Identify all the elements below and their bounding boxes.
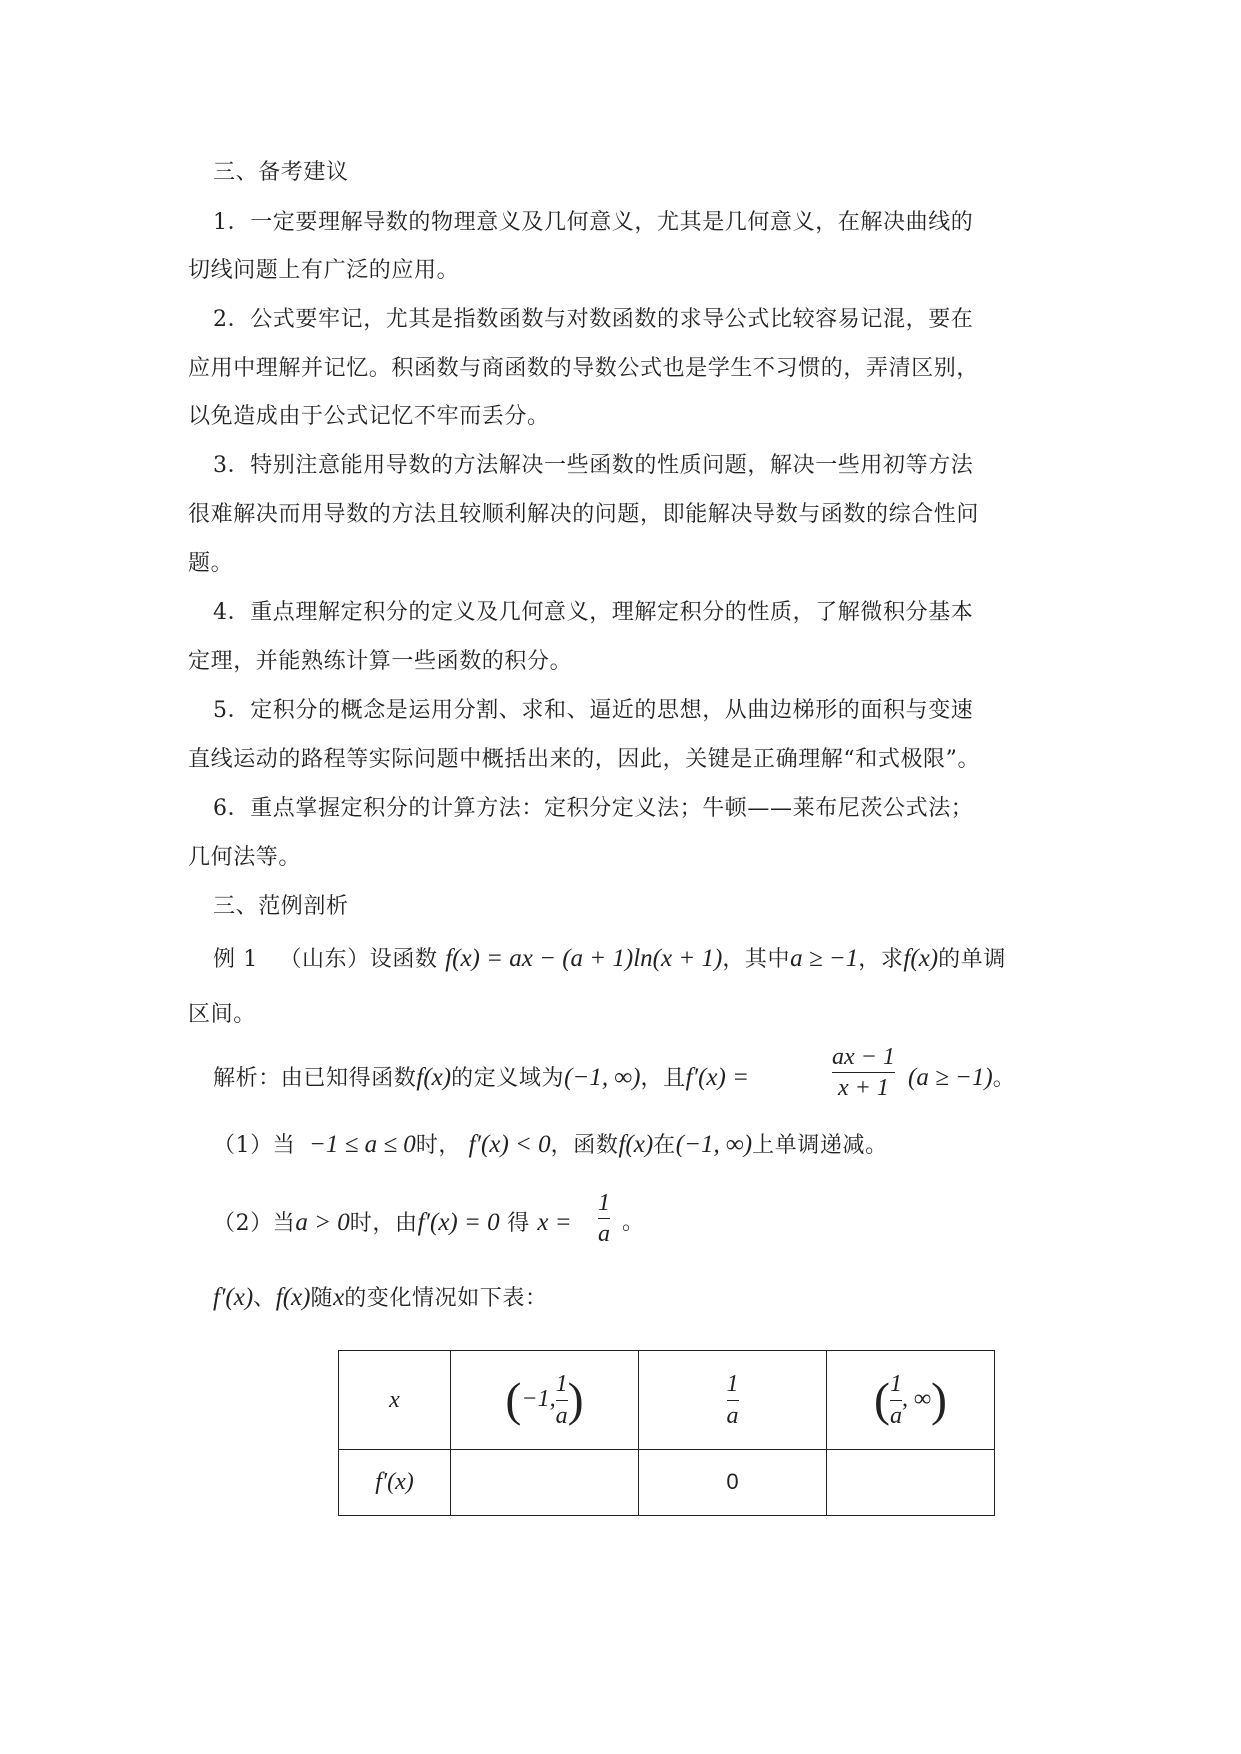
fraction-bar xyxy=(598,1218,610,1219)
caption-fx: f(x) xyxy=(275,1284,311,1311)
point-fraction xyxy=(727,1371,739,1430)
solution-derivative-condition xyxy=(908,1063,1015,1094)
case-2-denominator: a xyxy=(598,1221,610,1247)
caption-fprime: f′(x) xyxy=(213,1284,254,1311)
row-fprime-c3 xyxy=(827,1450,995,1516)
case-1-on: 在 xyxy=(653,1133,676,1158)
table-caption xyxy=(213,1283,548,1314)
row-fprime-c2-cell xyxy=(639,1450,827,1516)
caption-text-2: 的变化情况如下表： xyxy=(344,1286,548,1311)
derivative-numerator: ax − 1 xyxy=(832,1044,895,1070)
case-2-label: （2）当 xyxy=(213,1211,296,1236)
interval-1-fraction xyxy=(556,1371,568,1430)
section-title-prep-advice: 三、备考建议 xyxy=(213,160,349,185)
case-1-text: ，函数 xyxy=(550,1133,619,1158)
interval-1-left: −1, xyxy=(521,1385,556,1412)
case-1-inequality: f′(x) < 0 xyxy=(468,1131,551,1158)
point-denominator: a xyxy=(726,1402,739,1429)
paren-left: ( xyxy=(873,1373,890,1426)
case-2-x: x = xyxy=(537,1209,572,1236)
row-fprime-label-cell xyxy=(339,1450,451,1516)
interval-2-right: , ∞ xyxy=(901,1385,932,1412)
case-2-numerator: 1 xyxy=(598,1190,610,1216)
row-fprime-c1 xyxy=(451,1450,639,1516)
interval-1-denominator: a xyxy=(555,1402,568,1429)
case-1-interval: (−1, ∞) xyxy=(675,1131,753,1158)
case-2-line xyxy=(213,1208,572,1239)
caption-x: x xyxy=(333,1284,345,1311)
example-label: 例 1 xyxy=(213,947,258,972)
paren-right: ) xyxy=(567,1373,584,1426)
interval-2-numerator: 1 xyxy=(889,1370,902,1397)
interval-2-fraction xyxy=(890,1371,902,1430)
tip-1-line-2: 切线问题上有广泛的应用。 xyxy=(188,258,460,283)
interval-2-denominator: a xyxy=(889,1402,902,1429)
example-tail-text: ，求 xyxy=(858,947,904,972)
case-1-condition: −1 ≤ a ≤ 0 xyxy=(309,1131,416,1158)
row-fprime-c2: 0 xyxy=(726,1469,739,1494)
tip-5-line-2: 直线运动的路程等实际问题中概括出来的，因此，关键是正确理解“和式极限”。 xyxy=(188,747,981,772)
solution-intro: 解析：由已知得函数 xyxy=(213,1066,417,1091)
solution-end: 。 xyxy=(992,1066,1016,1091)
fraction-bar xyxy=(556,1400,568,1401)
case-2-get: 得 xyxy=(507,1211,530,1236)
paren-right: ) xyxy=(931,1373,948,1426)
derivative-condition: (a ≥ −1) xyxy=(908,1064,993,1091)
example-1-statement-line-2: 区间。 xyxy=(188,1002,256,1027)
header-interval-2-cell xyxy=(827,1351,995,1450)
caption-sep: 、 xyxy=(253,1286,276,1311)
header-interval-1-cell xyxy=(451,1351,639,1450)
case-1-when: 时， xyxy=(415,1133,462,1158)
solution-derivative-fraction xyxy=(832,1044,895,1101)
fraction-bar xyxy=(832,1072,895,1073)
tip-2-line-3: 以免造成由于公式记忆不牢而丢分。 xyxy=(188,404,550,429)
tip-3-line-3: 题。 xyxy=(188,551,234,576)
example-condition: a ≥ −1 xyxy=(790,945,859,972)
header-point-cell xyxy=(639,1351,827,1450)
caption-text-1: 随 xyxy=(310,1286,334,1311)
tip-4-line-2: 定理，并能熟练计算一些函数的积分。 xyxy=(188,649,573,674)
solution-fx: f(x) xyxy=(416,1064,452,1091)
derivative-denominator: x + 1 xyxy=(838,1075,889,1101)
tip-5-line-1: 5．定积分的概念是运用分割、求和、逼近的思想，从曲边梯形的面积与变速 xyxy=(213,698,974,723)
header-x: x xyxy=(389,1386,400,1413)
solution-domain: (−1, ∞) xyxy=(564,1064,641,1091)
tip-3-line-2: 很难解决而用导数的方法且较顺利解决的问题，即能解决导数与函数的综合性问 xyxy=(188,502,980,527)
tip-1-line-1: 1．一定要理解导数的物理意义及几何意义，尤其是几何意义，在解决曲线的 xyxy=(213,210,974,235)
table-row xyxy=(339,1351,995,1450)
tip-2-line-2: 应用中理解并记忆。积函数与商函数的导数公式也是学生不习惯的，弄清区别， xyxy=(188,356,980,381)
interval-1-numerator: 1 xyxy=(555,1370,568,1397)
solution-domain-text: 的定义域为 xyxy=(451,1066,565,1091)
tip-6-line-2: 几何法等。 xyxy=(188,845,302,870)
section-title-examples: 三、范例剖析 xyxy=(213,894,349,919)
solution-line xyxy=(213,1063,749,1094)
tip-4-line-1: 4．重点理解定积分的定义及几何意义，理解定积分的性质，了解微积分基本 xyxy=(213,600,974,625)
table-row xyxy=(339,1450,995,1516)
solution-and: ，且 xyxy=(640,1066,686,1091)
case-1-result: 上单调递减。 xyxy=(752,1133,888,1158)
fraction-bar xyxy=(727,1400,739,1401)
solution-derivative-lhs: f′(x) = xyxy=(685,1064,749,1091)
example-source: （山东）设函数 xyxy=(279,947,438,972)
tip-3-line-1: 3．特别注意能用导数的方法解决一些函数的性质问题，解决一些用初等方法 xyxy=(213,453,974,478)
row-fprime-label: f′(x) xyxy=(375,1469,414,1495)
case-2-condition: a > 0 xyxy=(295,1209,350,1236)
paren-left: ( xyxy=(505,1373,522,1426)
case-2-fraction xyxy=(598,1190,610,1247)
example-tail-text-2: 的单调 xyxy=(938,947,1006,972)
variation-table xyxy=(338,1350,995,1516)
case-1-fx: f(x) xyxy=(618,1131,654,1158)
example-function: f(x) = ax − (a + 1)ln(x + 1) xyxy=(445,945,723,972)
case-1-line xyxy=(213,1130,888,1161)
header-x-cell xyxy=(339,1351,451,1450)
case-1-label: （1）当 xyxy=(213,1133,296,1158)
fraction-bar xyxy=(890,1400,902,1401)
tip-6-line-1: 6．重点掌握定积分的计算方法：定积分定义法；牛顿——莱布尼茨公式法； xyxy=(213,796,974,821)
case-2-when: 时，由 xyxy=(349,1211,418,1236)
case-2-end: 。 xyxy=(622,1210,645,1235)
example-fx: f(x) xyxy=(903,945,939,972)
case-2-equation: f′(x) = 0 xyxy=(417,1209,500,1236)
tip-2-line-1: 2．公式要牢记，尤其是指数函数与对数函数的求导公式比较容易记混，要在 xyxy=(213,307,974,332)
example-1-statement xyxy=(213,944,1006,975)
example-mid-text: ，其中 xyxy=(722,947,791,972)
point-numerator: 1 xyxy=(726,1370,739,1397)
